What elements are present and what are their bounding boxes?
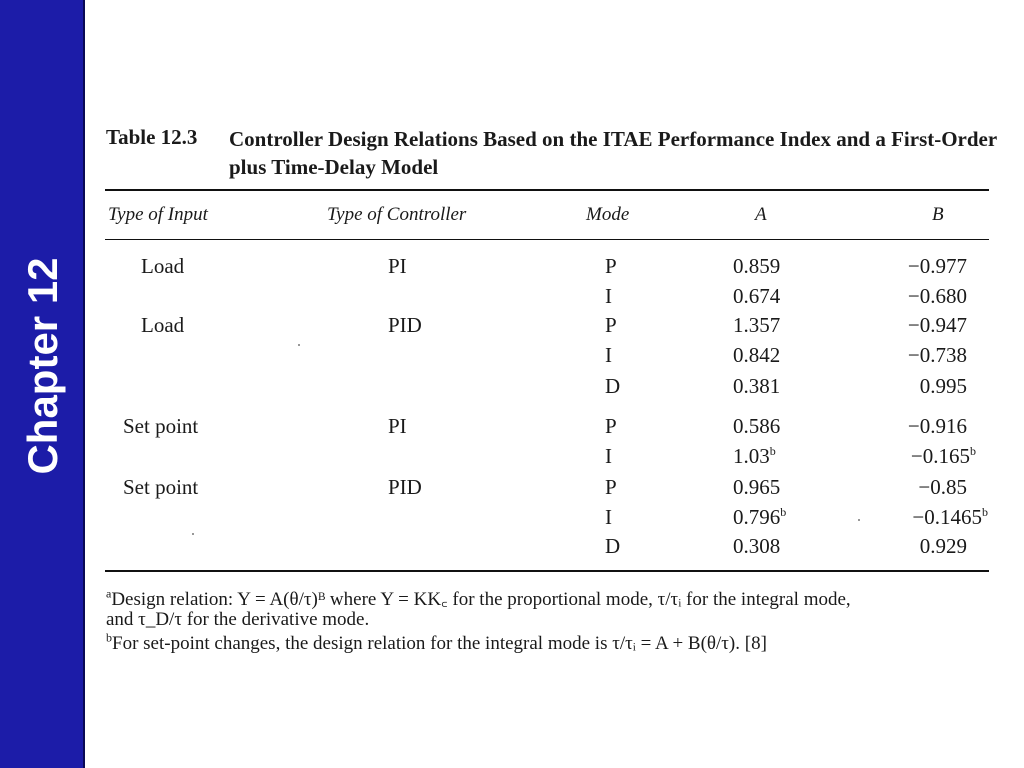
a-value-cell: 0.308 <box>733 534 781 558</box>
group-controller-label: PI <box>388 414 407 438</box>
table-top-rule <box>105 189 989 191</box>
b-value-cell <box>911 444 976 469</box>
table-header-rule <box>105 239 989 240</box>
a-value-cell: 0.674 <box>733 284 781 308</box>
mode-cell: P <box>605 313 617 337</box>
b-value: −0.165 <box>910 444 970 468</box>
b-value-cell: −0.947 <box>907 313 967 337</box>
footnote-b-line: For set-point changes, the design relation for the integral mode is τ/τᵢ = A + B(θ/τ). [8] <box>112 633 767 654</box>
group-controller-label: PID <box>388 475 422 499</box>
b-value-cell: 0.995 <box>919 374 967 398</box>
header-a: A <box>755 204 767 225</box>
footnote-b-marker: b <box>982 505 988 519</box>
b-value-cell: 0.929 <box>919 534 967 558</box>
a-value-cell: 0.586 <box>733 414 781 438</box>
mode-cell: I <box>605 284 612 308</box>
footnote-b-marker: b <box>970 444 976 458</box>
b-value-cell: −0.738 <box>907 343 967 367</box>
mode-cell: I <box>605 444 612 468</box>
b-value-cell <box>912 505 988 530</box>
scan-speck <box>858 519 860 521</box>
group-input-label: Set point <box>123 414 199 438</box>
mode-cell: I <box>605 505 612 529</box>
mode-cell: I <box>605 343 612 367</box>
a-value-cell: 0.381 <box>733 374 781 398</box>
header-mode: Mode <box>586 204 630 225</box>
a-value-cell: 1.357 <box>733 313 781 337</box>
table-caption-label: Table 12.3 <box>106 125 198 149</box>
table-caption-title: Controller Design Relations Based on the ITAE Performance Index and a First-Order plus Time-Delay Model <box>229 127 997 179</box>
mode-cell: P <box>605 475 617 499</box>
footnote-a-continued: and τ_D/τ for the derivative mode. <box>106 609 370 630</box>
mode-cell: P <box>605 254 617 278</box>
header-b: B <box>932 204 944 225</box>
chapter-sidebar <box>0 0 85 768</box>
a-value: 1.03 <box>733 444 770 468</box>
group-input-label: Set point <box>123 475 199 499</box>
header-type-of-controller: Type of Controller <box>327 204 467 225</box>
b-value: −0.1465 <box>912 505 982 529</box>
footnote-a <box>106 585 1006 611</box>
a-value-cell: 0.859 <box>733 254 781 278</box>
scan-speck <box>192 533 194 535</box>
chapter-label: Chapter 12 <box>19 257 66 475</box>
footnote-b-marker: b <box>769 444 776 458</box>
mode-cell: D <box>605 534 621 558</box>
a-value-cell <box>733 505 786 530</box>
footnote-b-marker: b <box>106 630 112 645</box>
b-value-cell: −0.977 <box>907 254 967 278</box>
footnote-b <box>106 630 1006 655</box>
b-value-cell: −0.680 <box>907 284 967 308</box>
a-value-cell: 0.842 <box>733 343 781 367</box>
group-input-label: Load <box>141 313 185 337</box>
sidebar-edge <box>83 0 85 768</box>
group-controller-label: PID <box>388 313 422 337</box>
scan-speck <box>298 344 300 346</box>
header-type-of-input: Type of Input <box>108 204 208 225</box>
group-input-label: Load <box>141 254 185 278</box>
b-value-cell: −0.916 <box>907 414 967 438</box>
group-controller-label: PI <box>388 254 407 278</box>
mode-cell: P <box>605 414 617 438</box>
footnote-a-marker: a <box>106 586 112 601</box>
mode-cell: D <box>605 374 621 398</box>
footnote-a-line1: Design relation: Y = A(θ/τ)ᴮ where Y = KK꜀ for the proportional mode, τ/τᵢ for the integral mode, <box>111 589 851 610</box>
a-value: 0.796 <box>733 505 781 529</box>
footnote-b-marker: b <box>780 505 787 519</box>
b-value-cell: −0.85 <box>918 475 967 499</box>
a-value-cell <box>733 444 776 469</box>
table-bottom-rule <box>105 570 989 572</box>
a-value-cell: 0.965 <box>733 475 781 499</box>
